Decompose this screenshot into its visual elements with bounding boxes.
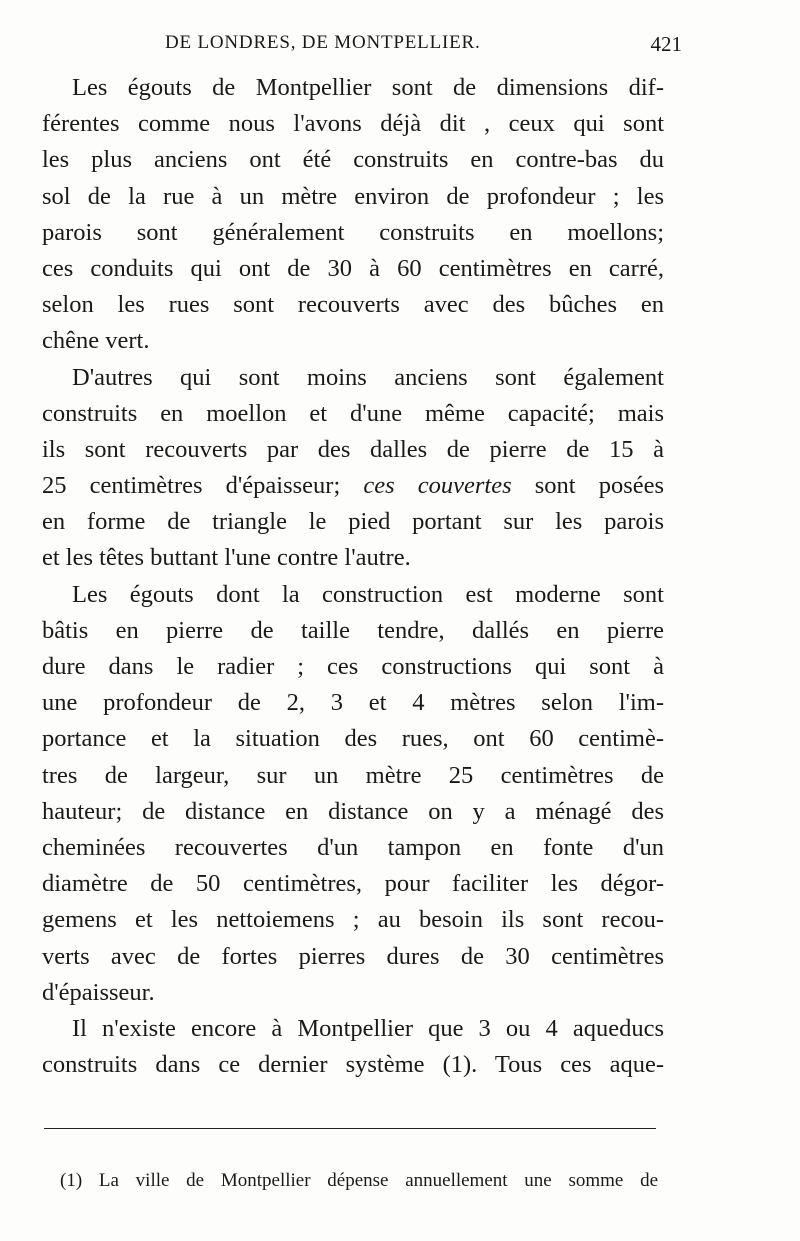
text-line: sol de la rue à un mètre environ de profondeur ; les xyxy=(42,182,664,210)
text-line: construits en moellon et d'une même capacité; mais xyxy=(42,399,664,427)
footnote-rule xyxy=(44,1128,656,1129)
text-line: D'autres qui sont moins anciens sont également xyxy=(72,363,664,391)
text-line: chêne vert. xyxy=(42,327,150,355)
text-line: ils sont recouverts par des dalles de pierre de 15 à xyxy=(42,435,664,463)
text-segment: sont posées xyxy=(534,472,664,500)
italic-text-segment: ces couvertes xyxy=(363,472,512,500)
text-line: dure dans le radier ; ces constructions qui sont à xyxy=(42,653,664,680)
text-line: une profondeur de 2, 3 et 4 mètres selon l'im- xyxy=(42,689,664,717)
text-line xyxy=(42,468,664,504)
text-line: parois sont généralement construits en moellons; xyxy=(42,218,664,246)
text-line: et les têtes buttant l'une contre l'autre. xyxy=(42,544,411,572)
text-line: portance et la situation des rues, ont 60 centimè- xyxy=(42,725,664,753)
text-line: selon les rues sont recouverts avec des bûches en xyxy=(42,291,664,319)
text-line: verts avec de fortes pierres dures de 30 centimètres xyxy=(42,942,664,970)
text-line: les plus anciens ont été construits en contre-bas du xyxy=(42,146,664,174)
text-line: diamètre de 50 centimètres, pour faciliter les dégor- xyxy=(42,870,664,898)
text-line: d'épaisseur. xyxy=(42,978,155,1006)
text-line: en forme de triangle le pied portant sur les parois xyxy=(42,508,664,536)
text-line: construits dans ce dernier système (1). Tous ces aque- xyxy=(42,1051,664,1079)
body-text xyxy=(42,70,664,1083)
page-number: 421 xyxy=(650,32,682,56)
text-line: Les égouts de Montpellier sont de dimensions dif- xyxy=(72,74,664,101)
text-line: ces conduits qui ont de 30 à 60 centimètres en carré, xyxy=(42,254,664,282)
text-line: bâtis en pierre de taille tendre, dallés en pierre xyxy=(42,616,664,644)
text-segment: 25 centimètres d'épaisseur; xyxy=(42,472,341,500)
text-line: cheminées recouvertes d'un tampon en fonte d'un xyxy=(42,833,664,861)
text-line: gemens et les nettoiemens ; au besoin ils sont recou- xyxy=(42,906,664,934)
text-line: Les égouts dont la construction est moderne sont xyxy=(72,580,664,608)
footnote: (1) La ville de Montpellier dépense annuellement une somme de xyxy=(60,1170,658,1191)
text-line: Il n'existe encore à Montpellier que 3 ou 4 aqueducs xyxy=(72,1014,664,1042)
text-line: hauteur; de distance en distance on y a ménagé des xyxy=(42,797,664,825)
running-title: DE LONDRES, DE MONTPELLIER. xyxy=(165,32,481,53)
running-head xyxy=(40,32,680,62)
text-line: férentes comme nous l'avons déjà dit , ceux qui sont xyxy=(42,110,664,138)
text-line: tres de largeur, sur un mètre 25 centimètres de xyxy=(42,761,664,789)
